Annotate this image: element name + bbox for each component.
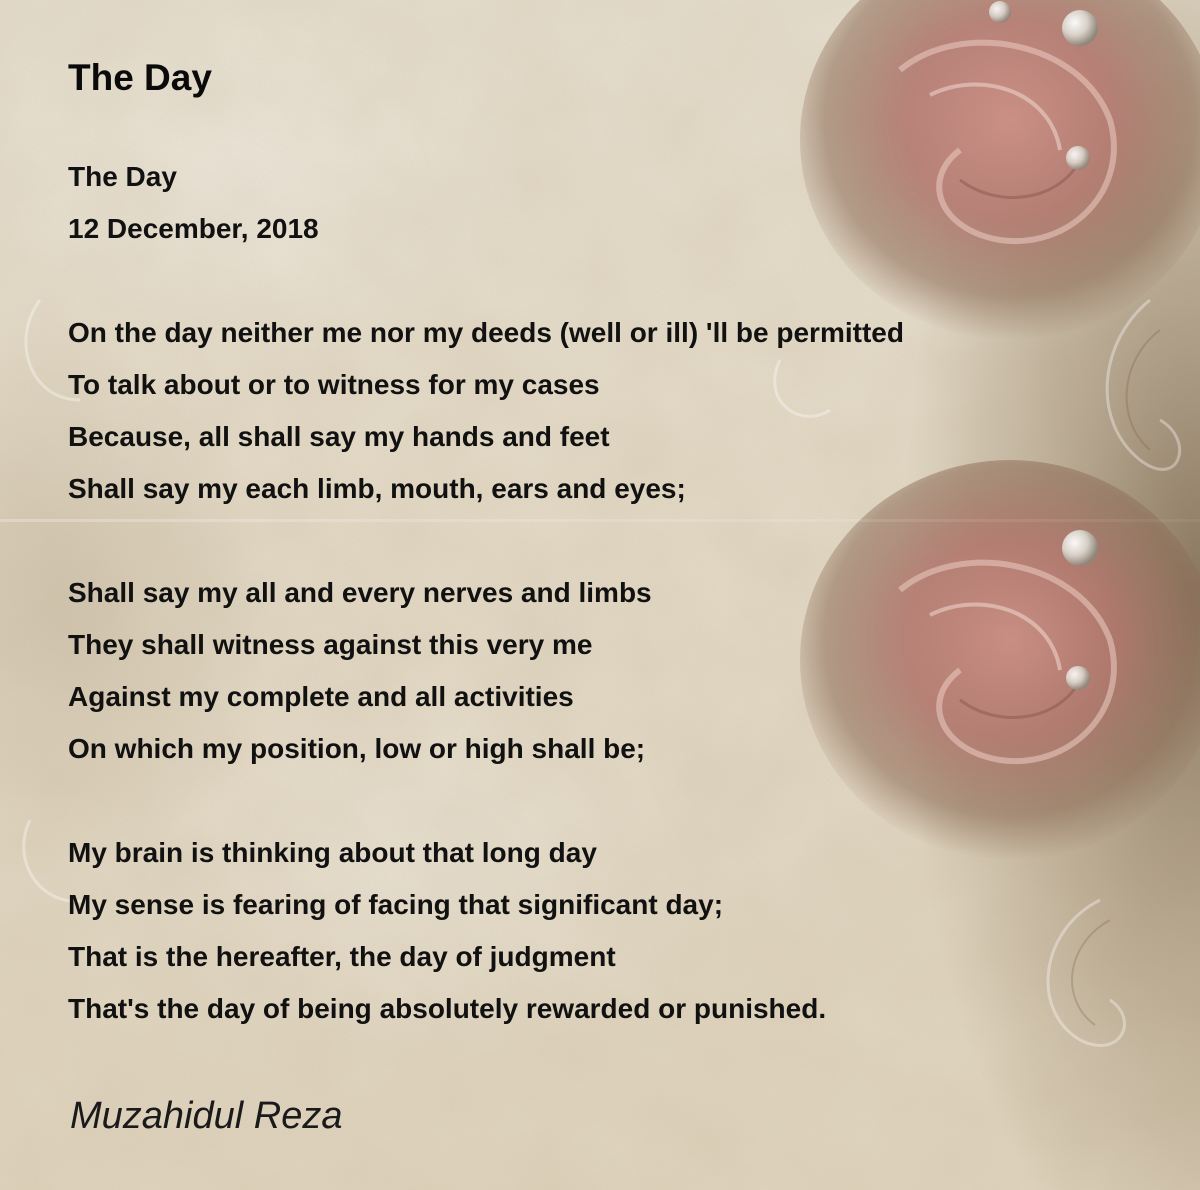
poem-author: Muzahidul Reza <box>70 1095 343 1137</box>
poem-line: Shall say my all and every nerves and limbs <box>68 577 652 608</box>
poem-line: Because, all shall say my hands and feet <box>68 421 610 452</box>
stanza-1 <box>68 307 1068 515</box>
poem-line: My sense is fearing of facing that significant day; <box>68 889 724 920</box>
poem-line: They shall witness against this very me <box>68 629 593 660</box>
poem-line: On which my position, low or high shall be; <box>68 733 646 764</box>
poem-subtitle: The Day <box>68 161 177 192</box>
poem-header <box>68 151 1068 255</box>
poem-line: Shall say my each limb, mouth, ears and eyes; <box>68 473 686 504</box>
poem-date: 12 December, 2018 <box>68 213 319 244</box>
poem-content <box>68 54 1068 1035</box>
poem-title: The Day <box>68 57 212 98</box>
stanza-3 <box>68 827 1068 1035</box>
poem-line: That's the day of being absolutely rewarded or punished. <box>68 993 827 1024</box>
poem-line: That is the hereafter, the day of judgment <box>68 941 616 972</box>
stanza-2 <box>68 567 1068 775</box>
poem-line: On the day neither me nor my deeds (well or ill) 'll be permitted <box>68 317 904 348</box>
poem-line: My brain is thinking about that long day <box>68 837 597 868</box>
poem-line: To talk about or to witness for my cases <box>68 369 600 400</box>
poem-line: Against my complete and all activities <box>68 681 574 712</box>
